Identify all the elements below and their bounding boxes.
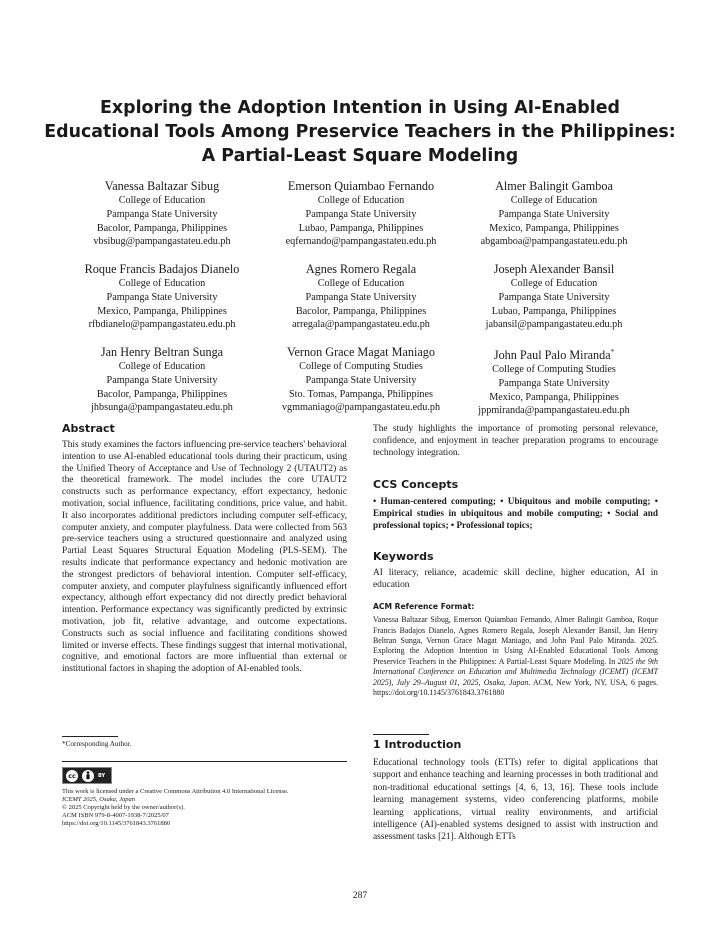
author-email[interactable]: vgmmaniago@pampangastateu.edu.ph <box>281 402 441 414</box>
introduction-heading: 1 Introduction <box>373 738 462 751</box>
author-univ: Pampanga State University <box>498 377 610 389</box>
author-dept: College of Computing Studies <box>299 361 423 372</box>
author-location: Lubao, Pampanga, Philippines <box>491 305 617 317</box>
author-dept: College of Education <box>317 195 405 206</box>
author-name: Almer Balingit Gamboa <box>495 179 613 193</box>
author-card <box>62 344 262 415</box>
license-line <box>62 796 352 804</box>
author-card <box>62 178 262 249</box>
attribution-icon <box>82 770 94 782</box>
right-column <box>373 424 658 698</box>
intro-divider <box>373 734 429 735</box>
by-label: BY <box>98 772 106 779</box>
keywords-text: AI literacy, reliance, academic skill decline, higher education, AI in education <box>373 567 658 590</box>
title-line: A Partial-Least Square Modeling <box>201 146 519 166</box>
author-email[interactable]: rfbdianelo@pampangastateu.edu.ph <box>88 319 236 331</box>
acm-reference-publisher: ACM, New York, NY, USA, 6 pages. https://doi.org/10.1145/3761843.3761880 <box>373 677 659 698</box>
author-name <box>454 344 654 363</box>
author-email[interactable]: abgamboa@pampangastateu.edu.ph <box>480 236 628 248</box>
author-name: Agnes Romero Regala <box>305 262 417 276</box>
author-name-text: John Paul Palo Miranda <box>493 348 611 363</box>
license-line: ACM ISBN 979-8-4007-1938-7/2025/07 <box>62 811 169 819</box>
author-card <box>62 261 262 332</box>
author-dept: College of Education <box>118 195 206 206</box>
author-location: Bacolor, Pampanga, Philippines <box>96 222 228 234</box>
cc-icon: cc <box>66 770 78 782</box>
cc-by-badge[interactable] <box>62 767 112 784</box>
author-location: Mexico, Pampanga, Philippines <box>489 222 619 234</box>
license-line: This work is licensed under a Creative Commons Attribution 4.0 International License. <box>62 788 289 795</box>
acm-reference-venue: 2025 the 9th International Conference on Education and Multimedia Technology (ICEMT) (ICEMT 2025), July 29–August 01, 2025, Osaka, Japan. <box>373 656 658 687</box>
author-location: Sto. Tomas, Pampanga, Philippines <box>289 388 433 400</box>
license-divider <box>62 761 347 762</box>
author-email[interactable]: arregala@pampangastateu.edu.ph <box>292 319 430 331</box>
author-name: Vanessa Baltazar Sibug <box>104 179 220 193</box>
paper-title <box>40 96 680 168</box>
author-location: Bacolor, Pampanga, Philippines <box>295 305 427 317</box>
author-card <box>261 261 461 332</box>
author-univ: Pampanga State University <box>106 374 218 386</box>
author-univ: Pampanga State University <box>305 374 417 386</box>
abstract-heading: Abstract <box>62 422 115 435</box>
author-name: Jan Henry Beltran Sunga <box>100 345 224 359</box>
license-line: © 2025 Copyright held by the owner/author(s). <box>62 803 185 811</box>
ccs-heading: CCS Concepts <box>373 478 459 492</box>
license-doi[interactable]: https://doi.org/10.1145/3761843.3761880 <box>62 819 171 827</box>
author-email[interactable]: vbsibug@pampangastateu.edu.ph <box>93 236 231 248</box>
author-card <box>454 344 654 418</box>
author-dept: College of Education <box>317 278 405 289</box>
introduction-text: Educational technology tools (ETTs) refer to digital applications that support and enhance teaching and learning processes in both traditional and non-traditional educational settings [4, 6, 13, 16]. These tools include learning management systems, video conferencing platforms, mobile learning applications, virtual reality environments, and artificial intelligence (AI)-enabled systems designed to assist with instruction and assessment tasks [21]. Although ETTs <box>373 758 658 843</box>
author-name: Joseph Alexander Bansil <box>493 262 615 276</box>
author-univ: Pampanga State University <box>305 291 417 303</box>
left-column <box>62 422 347 676</box>
acm-reference-heading: ACM Reference Format: <box>373 602 475 612</box>
acm-reference-text <box>373 615 658 698</box>
footnote-divider <box>62 736 118 737</box>
author-location: Mexico, Pampanga, Philippines <box>97 305 227 317</box>
author-card <box>261 344 461 415</box>
author-location: Lubao, Pampanga, Philippines <box>298 222 424 234</box>
author-dept: College of Education <box>510 278 598 289</box>
author-dept: College of Computing Studies <box>492 364 616 376</box>
corresponding-footnote: *Corresponding Author. <box>62 740 132 748</box>
author-email[interactable]: eqfernando@pampangastateu.edu.ph <box>285 236 437 248</box>
title-line: Exploring the Adoption Intention in Using AI-Enabled <box>100 98 620 118</box>
corresponding-mark: * <box>610 348 615 356</box>
author-email[interactable]: jppmiranda@pampangastateu.edu.ph <box>478 405 630 417</box>
author-univ: Pampanga State University <box>305 208 417 220</box>
title-line: Educational Tools Among Preservice Teachers in the Philippines: <box>44 122 676 142</box>
author-univ: Pampanga State University <box>498 208 610 220</box>
author-location: Bacolor, Pampanga, Philippines <box>96 388 228 400</box>
author-univ: Pampanga State University <box>106 291 218 303</box>
author-dept: College of Education <box>118 361 206 372</box>
author-email[interactable]: jhbsunga@pampangastateu.edu.ph <box>91 402 233 414</box>
author-card <box>261 178 461 249</box>
author-card <box>454 261 654 332</box>
author-univ: Pampanga State University <box>106 208 218 220</box>
conference-location: ICEMT 2025, Osaka, Japan <box>62 795 136 803</box>
author-card <box>454 178 654 249</box>
author-email[interactable]: jabansil@pampangastateu.edu.ph <box>485 319 623 331</box>
author-name: Roque Francis Badajos Dianelo <box>84 262 240 276</box>
author-name: Vernon Grace Magat Maniago <box>287 345 435 359</box>
abstract-text: This study examines the factors influencing pre-service teachers' behavioral intention to use AI-enabled educational tools during their practicum, using the Unified Theory of Acceptance and Use of Technology 2 (UTAUT2) as the theoretical framework. The model includes the core UTAUT2 constructs such as performance expectancy, effort expectancy, hedonic motivation, social influence, facilitating conditions, price value, and habit. It also incorporates additional predictors including computer self-efficacy, computer anxiety, and computer playfulness. Data were collected from 563 pre-service teachers using a structured questionnaire and analyzed using Partial Least Squares Structural Equation Modeling (PLS-SEM). The results indicate that performance expectancy and hedonic motivation are the strongest predictors of behavioral intention. Computer self-efficacy, computer anxiety, and computer playfulness significantly influenced effort expectancy, although effort expectancy did not directly predict behavioral intention. Performance expectancy was significantly predicted by extrinsic motivation, job fit, relative advantage, and outcome expectations. Constructs such as social influence and facilitating conditions showed limited or inverse effects. These findings suggest that internal motivational, cognitive, and emotional factors are more influential than external or institutional factors in shaping the adoption of AI-enabled tools. <box>62 440 347 675</box>
author-dept: College of Education <box>118 278 206 289</box>
abstract-continuation: The study highlights the importance of promoting personal relevance, confidence, and enjoyment in teacher preparation programs to encourage technology integration. <box>373 424 658 458</box>
author-location: Mexico, Pampanga, Philippines <box>489 391 619 403</box>
license-block <box>62 788 352 828</box>
ccs-concepts: • Human-centered computing; • Ubiquitous and mobile computing; • Empirical studies in ubiquitous and mobile computing; • Social and professional topics; • Professional topics; <box>373 496 658 530</box>
acm-reference-citation: Vanessa Baltazar Sibug, Emerson Quiambao Fernando, Almer Balingit Gamboa, Roque Francis Badajos Dianelo, Agnes Romero Regala, Joseph Alexander Bansil, Jan Henry Beltran Sunga, Vernon Grace Magat Maniago, and John Paul Palo Miranda. 2025. Exploring the Adoption Intention in Using AI-Enabled Educational Tools Among Preservice Teachers in the Philippines: A Partial-Least Square Modeling. In <box>373 615 658 666</box>
author-name: Emerson Quiambao Fernando <box>287 179 435 193</box>
author-univ: Pampanga State University <box>498 291 610 303</box>
page-number: 287 <box>352 890 368 901</box>
author-dept: College of Education <box>510 195 598 206</box>
keywords-heading: Keywords <box>373 549 434 563</box>
